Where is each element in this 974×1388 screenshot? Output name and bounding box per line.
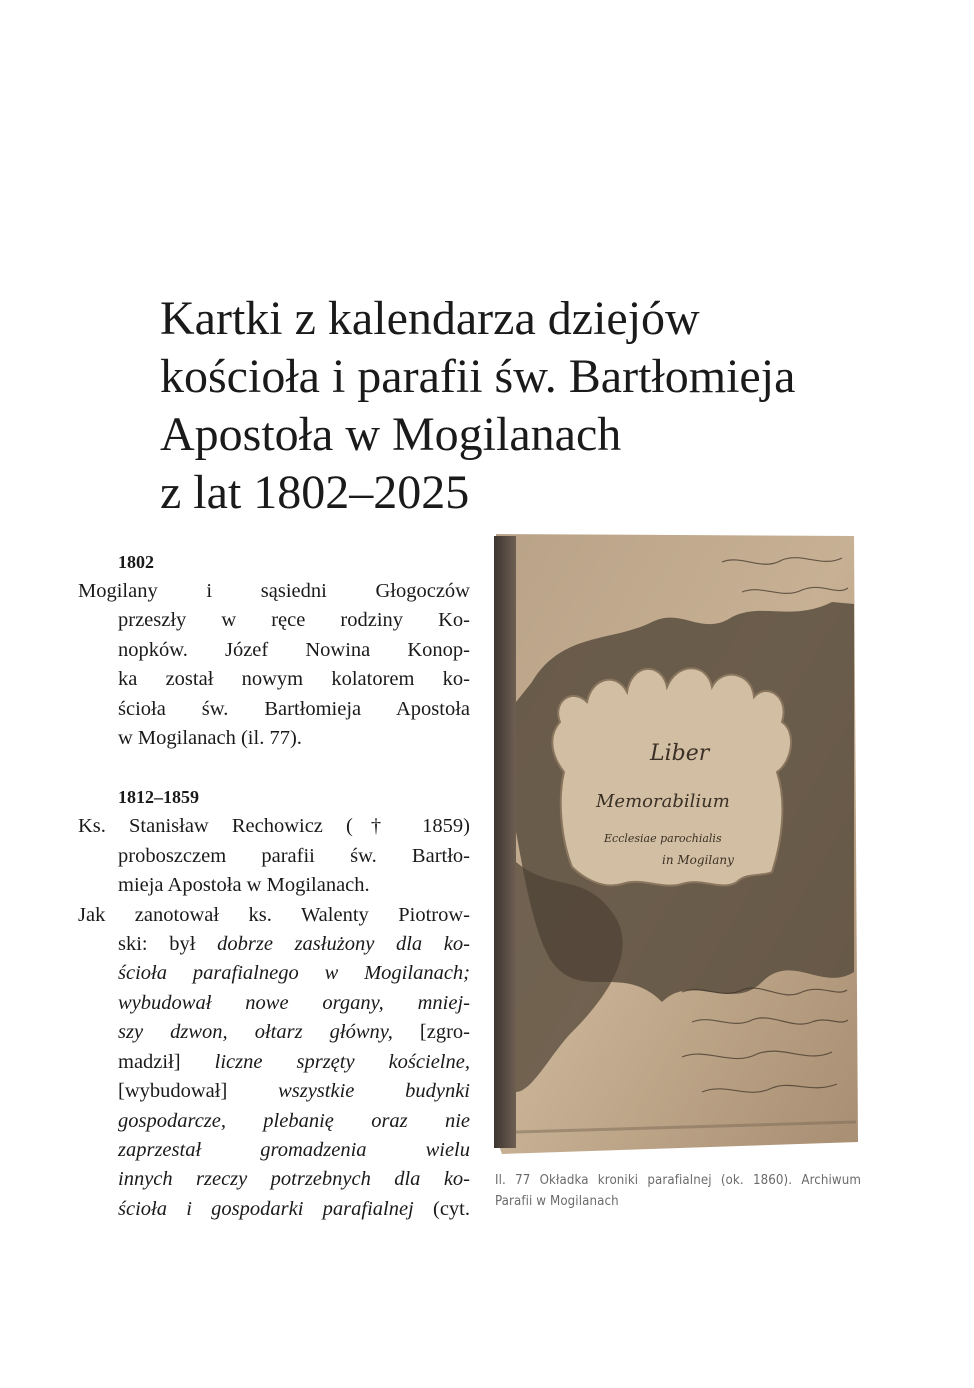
text-line xyxy=(118,1195,470,1224)
text-line: mieja Apostoła w Mogilanach. xyxy=(118,874,370,897)
entry-paragraph-rechowicz xyxy=(78,812,470,900)
text-line: proboszczem parafii św. Bartło- xyxy=(118,844,470,867)
text-line xyxy=(118,930,470,959)
entry-paragraph-quote xyxy=(78,901,470,1224)
text-line xyxy=(118,1018,470,1047)
entry-year-1802: 1802 xyxy=(118,552,154,572)
cover-text-ecclesiae: Ecclesiae parochialis xyxy=(604,832,722,845)
text-line xyxy=(118,1107,470,1136)
quote-text: wszystkie budynki xyxy=(278,1080,470,1103)
text-line: ka został nowym kolatorem ko- xyxy=(118,668,470,691)
text-line: nopków. Józef Nowina Konop- xyxy=(118,638,470,661)
quote-text: liczne sprzęty kościelne, xyxy=(214,1050,470,1073)
quote-text: szy dzwon, ołtarz główny, xyxy=(118,1021,393,1044)
text-run: ski: był xyxy=(118,933,218,956)
cover-text-memorabilium: Memorabilium xyxy=(596,791,730,812)
text-line: Mogilany i sąsiedni Głogoczów xyxy=(78,580,470,602)
chronicle-cover-photo xyxy=(492,532,860,1157)
title-line-1: Kartki z kalendarza dziejów xyxy=(160,292,700,345)
quote-text: ścioła parafialnego w Mogilanach; xyxy=(118,962,470,985)
text-line: przeszły w ręce rodziny Ko- xyxy=(118,609,470,632)
title-line-3: Apostoła w Mogilanach xyxy=(160,408,622,461)
cover-text-liber: Liber xyxy=(650,741,710,766)
entry-year-1812-1859: 1812–1859 xyxy=(118,787,199,808)
text-column xyxy=(78,548,470,1224)
title-line-4: z lat 1802–2025 xyxy=(160,466,470,519)
caption-line: Parafii w Mogilanach xyxy=(495,1194,619,1209)
cover-text-mogilany: in Mogilany xyxy=(662,853,734,867)
quote-text: zaprzestał gromadzenia wielu xyxy=(118,1138,470,1161)
title-line-2: kościoła i parafii św. Bartłomieja xyxy=(160,350,796,403)
text-run: madził] xyxy=(118,1050,215,1073)
text-line xyxy=(118,1136,470,1165)
text-line xyxy=(118,959,470,988)
quote-text: innych rzeczy potrzebnych dla ko- xyxy=(118,1168,470,1191)
text-line: w Mogilanach (il. 77). xyxy=(118,727,302,750)
text-line xyxy=(118,1077,470,1106)
text-run: (cyt. xyxy=(413,1197,470,1220)
caption-line: Il. 77 Okładka kroniki parafialnej (ok. 1860). Archiwum xyxy=(495,1173,861,1188)
text-run: [zgro- xyxy=(392,1021,470,1044)
page-title xyxy=(160,290,880,522)
quote-text: ścioła i gospodarki parafialnej xyxy=(118,1197,414,1220)
text-line: Jak zanotował ks. Walenty Piotrow- xyxy=(78,903,470,926)
text-line: ścioła św. Bartłomieja Apostoła xyxy=(118,697,470,720)
quote-text: wybudował nowe organy, mniej- xyxy=(118,991,470,1014)
quote-text: gospodarcze, plebanię oraz nie xyxy=(118,1109,470,1132)
text-line: Ks. Stanisław Rechowicz († 1859) xyxy=(78,815,470,838)
text-line xyxy=(118,989,470,1018)
text-line xyxy=(118,1048,470,1077)
text-run: [wybudował] xyxy=(118,1080,279,1103)
entry-paragraph-1802 xyxy=(78,577,470,753)
figure-caption xyxy=(495,1170,861,1212)
text-line xyxy=(118,1165,470,1194)
quote-text: dobrze zasłużony dla ko- xyxy=(217,933,470,956)
